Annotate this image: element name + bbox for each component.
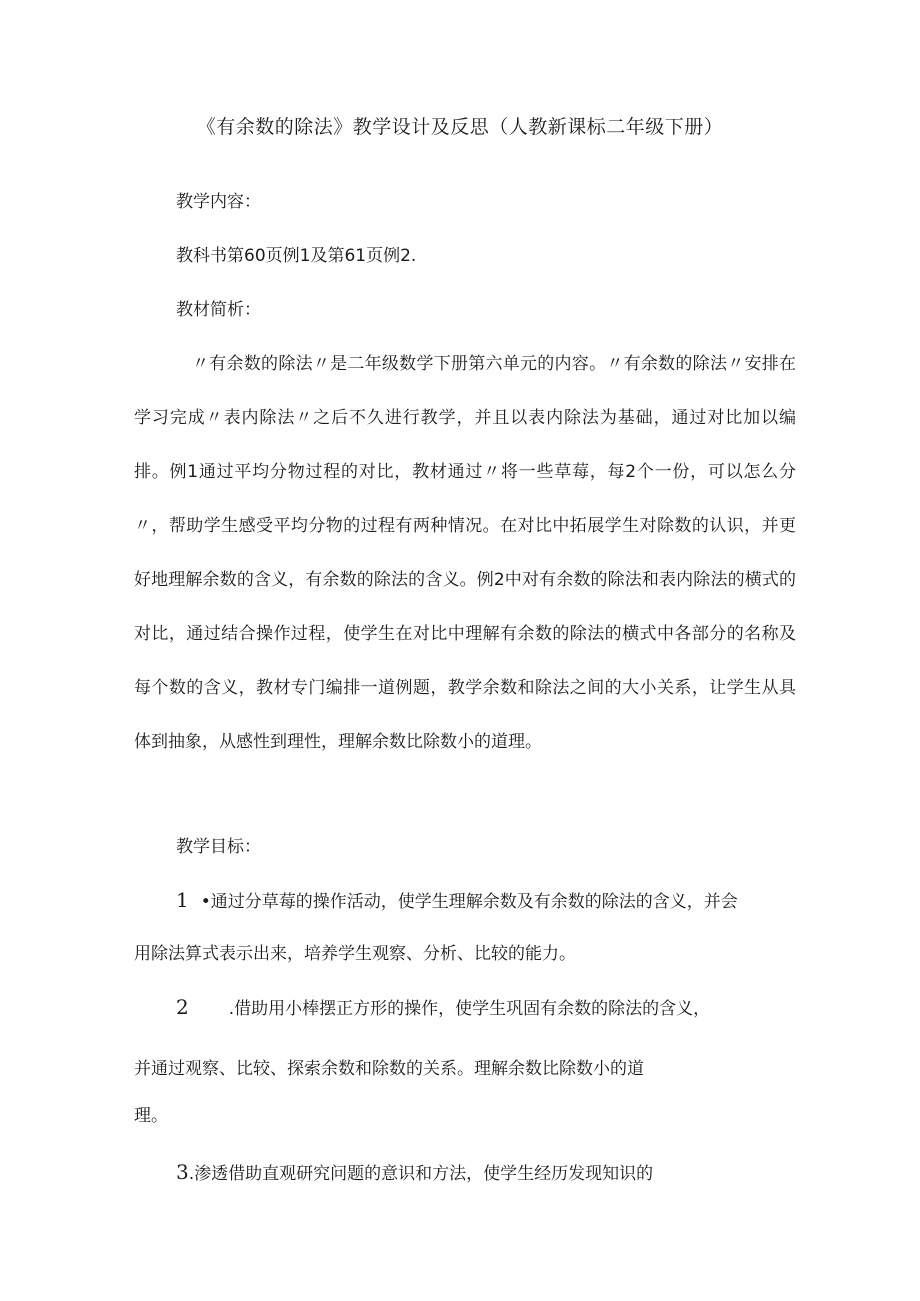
goal-item-1-line2: 用除法算式表示出来，培养学生观察、分析、比较的能力。 — [134, 944, 576, 964]
goal-number: 1 — [176, 888, 189, 912]
goal-text: .渗透借助直观研究问题的意识和方法，使学生经历发现知识的 — [188, 1164, 654, 1184]
section-heading-content: 教学内容： — [176, 192, 261, 212]
analysis-paragraph: 〃有余数的除法〃是二年级数学下册第六单元的内容。〃有余数的除法〃安排在学习完成〃表内除法〃之后不久进行教学，并且以表内除法为基础，通过对比加以编排。例1通过平均分物过程的对比，教材通过〃将一些草莓，每2个一份，可以怎么分〃，帮助学生感受平均分物的过程有两种情况。在对比中拓展学生对除数的认识，并更好地理解余数的含义，有余数的除法的含义。例2中对有余数的除法和表内除法的横式的对比，通过结合操作过程，使学生在对比中理解有余数的除法的横式中各部分的名称及每个数的含义，教材专门编排一道例题，教学余数和除法之间的大小关系，让学生从具体到抽象，从感性到理性，理解余数比除数小的道理。 — [134, 354, 796, 752]
goal-number: 3 — [176, 1160, 189, 1184]
goal-text: .借助用小棒摆正方形的操作，使学生巩固有余数的除法的含义， — [228, 999, 711, 1019]
goal-item-2-line3: 理。 — [134, 1106, 168, 1126]
section-heading-goals: 教学目标： — [176, 837, 261, 857]
content-text: 教科书第60页例1及第61页例2. — [176, 246, 417, 266]
document-title: 《有余数的除法》教学设计及反思（人教新课标二年级下册） — [196, 116, 724, 138]
goal-item-2-line1 — [176, 995, 710, 1021]
goal-text: •通过分草莓的操作活动，使学生理解余数及有余数的除法的含义，并会 — [200, 892, 738, 912]
goal-item-2-line2: 并通过观察、比较、探索余数和除数的关系。理解余数比除数小的道 — [134, 1059, 644, 1079]
goal-number: 2 — [176, 995, 189, 1019]
goal-item-1-line1 — [176, 888, 738, 914]
goal-item-3-line1 — [176, 1160, 653, 1186]
section-heading-analysis: 教材简析： — [176, 300, 261, 320]
